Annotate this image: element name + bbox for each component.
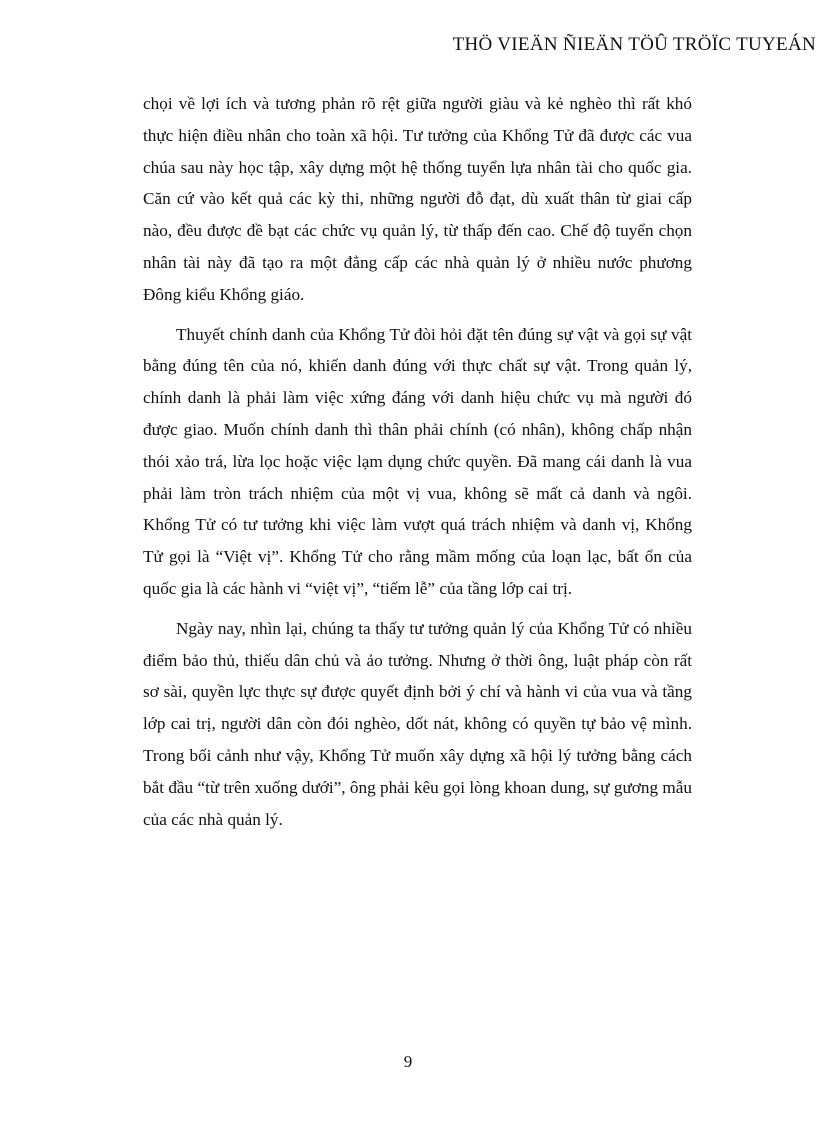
paragraph-1: chọi về lợi ích và tương phản rõ rệt giữa người giàu và kẻ nghèo thì rất khó thực hiện điều nhân cho toàn xã hội. Tư tưởng của Khổng Tử đã được các vua chúa sau này học tập, xây dựng một hệ thống tuyển lựa nhân tài cho quốc gia. Căn cứ vào kết quả các kỳ thi, những người đỗ đạt, dù xuất thân từ giai cấp nào, đều được đề bạt các chức vụ quản lý, từ thấp đến cao. Chế độ tuyển chọn nhân tài này đã tạo ra một đẳng cấp các nhà quản lý ở nhiều nước phương Đông kiểu Khổng giáo. (143, 94, 692, 304)
paragraph-2: Thuyết chính danh của Khổng Tử đòi hỏi đặt tên đúng sự vật và gọi sự vật bằng đúng tên của nó, khiến danh đúng với thực chất sự vật. Trong quản lý, chính danh là phải làm việc xứng đáng với danh hiệu chức vụ mà người đó được giao. Muốn chính danh thì thân phải chính (có nhân), không chấp nhận thói xảo trá, lừa lọc hoặc việc lạm dụng chức quyền. Đã mang cái danh là vua phải làm tròn trách nhiệm của một vị vua, không sẽ mất cả danh và ngôi. Khổng Tử có tư tưởng khi việc làm vượt quá trách nhiệm và danh vị, Khổng Tử gọi là “Việt vị”. Khổng Tử cho rằng mầm mống của loạn lạc, bất ổn của quốc gia là các hành vi “việt vị”, “tiếm lễ” của tầng lớp cai trị. (143, 324, 692, 598)
running-header: THÖ VIEÄN ÑIEÄN TÖÛ TRÖÏC TUYEÁN (452, 34, 816, 55)
paragraph-3: Ngày nay, nhìn lại, chúng ta thấy tư tưởng quản lý của Khổng Tử có nhiều điểm bảo thủ, thiếu dân chủ và ảo tưởng. Nhưng ở thời ông, luật pháp còn rất sơ sài, quyền lực thực sự được quyết định bởi ý chí và hành vi của vua và tầng lớp cai trị, người dân còn đói nghèo, dốt nát, không có quyền tự bảo vệ mình. Trong bối cảnh như vậy, Khổng Tử muốn xây dựng xã hội lý tưởng bằng cách bắt đầu “từ trên xuống dưới”, ông phải kêu gọi lòng khoan dung, sự gương mẫu của các nhà quản lý. (143, 618, 692, 829)
page-number: 9 (403, 1052, 413, 1071)
body-text (143, 88, 692, 843)
